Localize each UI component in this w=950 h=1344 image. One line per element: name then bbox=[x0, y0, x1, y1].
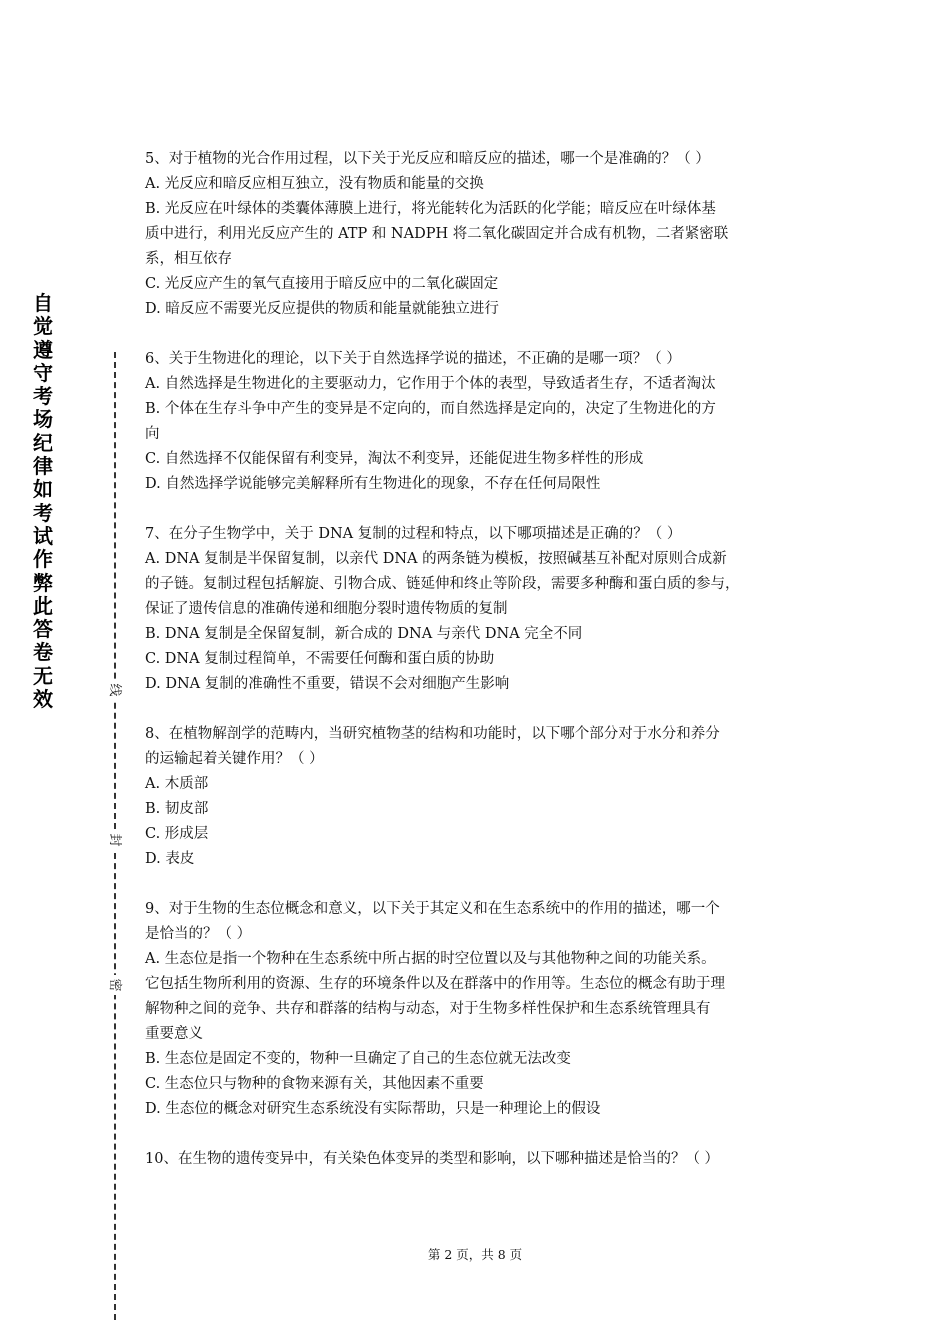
answer-option-text: A. DNA 复制是半保留复制，以亲代 DNA 的两条链为模板，按照碱基互补配对原则合成新 bbox=[145, 551, 727, 567]
question-list bbox=[145, 147, 815, 1197]
question-stem: 6、关于生物进化的理论，以下关于自然选择学说的描述，不正确的是哪一项？（ ） bbox=[145, 351, 681, 367]
question-stem: 8、在植物解剖学的范畴内，当研究植物茎的结构和功能时，以下哪个部分对于水分和养分 bbox=[145, 726, 720, 742]
answer-option-text: A. 木质部 bbox=[145, 776, 209, 792]
answer-option bbox=[145, 672, 815, 697]
answer-option-text: A. 生态位是指一个物种在生态系统中所占据的时空位置以及与其他物种之间的功能关系。 bbox=[145, 951, 716, 967]
answer-option-text: D. 自然选择学说能够完美解释所有生物进化的现象，不存在任何局限性 bbox=[145, 476, 601, 492]
question-block bbox=[145, 1147, 815, 1172]
answer-option-text: 解物种之间的竞争、共存和群落的结构与动态，对于生物多样性保护和生态系统管理具有 bbox=[145, 1001, 711, 1017]
answer-option-text: C. 光反应产生的氧气直接用于暗反应中的二氧化碳固定 bbox=[145, 276, 499, 292]
question-stem: 是恰当的？（ ） bbox=[145, 926, 252, 942]
answer-option bbox=[145, 272, 815, 297]
answer-option-text: C. 自然选择不仅能保留有利变异，淘汰不利变异，还能促进生物多样性的形成 bbox=[145, 451, 644, 467]
answer-option bbox=[145, 547, 815, 622]
binding-mark-line: 线 bbox=[104, 680, 124, 700]
answer-option-text: B. 韧皮部 bbox=[145, 801, 209, 817]
page-number: 第 2 页，共 8 页 bbox=[427, 1247, 523, 1262]
answer-option bbox=[145, 447, 815, 472]
exam-discipline-notice: 自觉遵守考场纪律如考试作弊此答卷无效 bbox=[33, 291, 53, 712]
question-block bbox=[145, 147, 815, 322]
answer-option-text: B. 生态位是固定不变的，物种一旦确定了自己的生态位就无法改变 bbox=[145, 1051, 571, 1067]
question-block bbox=[145, 522, 815, 697]
answer-option bbox=[145, 1097, 815, 1122]
answer-option bbox=[145, 622, 815, 647]
answer-option-text: C. 生态位只与物种的食物来源有关，其他因素不重要 bbox=[145, 1076, 484, 1092]
answer-option-text: B. 光反应在叶绿体的类囊体薄膜上进行，将光能转化为活跃的化学能；暗反应在叶绿体基 bbox=[145, 201, 716, 217]
answer-option bbox=[145, 847, 815, 872]
question-block bbox=[145, 347, 815, 497]
answer-option bbox=[145, 397, 815, 447]
question-stem: 9、对于生物的生态位概念和意义，以下关于其定义和在生态系统中的作用的描述，哪一个 bbox=[145, 901, 720, 917]
answer-option-text: D. 暗反应不需要光反应提供的物质和能量就能独立进行 bbox=[145, 301, 499, 317]
question-block bbox=[145, 897, 815, 1122]
answer-option-text: A. 自然选择是生物进化的主要驱动力，它作用于个体的表型，导致适者生存，不适者淘汰 bbox=[145, 376, 716, 392]
answer-option-text: 质中进行，利用光反应产生的 ATP 和 NADPH 将二氧化碳固定并合成有机物，二者紧密联 bbox=[145, 226, 729, 242]
answer-option-text: B. 个体在生存斗争中产生的变异是不定向的，而自然选择是定向的，决定了生物进化的方 bbox=[145, 401, 716, 417]
answer-option-text: D. DNA 复制的准确性不重要，错误不会对细胞产生影响 bbox=[145, 676, 510, 692]
answer-option-text: B. DNA 复制是全保留复制，新合成的 DNA 与亲代 DNA 完全不同 bbox=[145, 626, 583, 642]
answer-option bbox=[145, 172, 815, 197]
answer-option bbox=[145, 822, 815, 847]
answer-option-text: 保证了遗传信息的准确传递和细胞分裂时遗传物质的复制 bbox=[145, 601, 508, 617]
answer-option bbox=[145, 1047, 815, 1072]
answer-option-text: 向 bbox=[145, 426, 160, 442]
answer-option bbox=[145, 372, 815, 397]
answer-option-text: C. DNA 复制过程简单，不需要任何酶和蛋白质的协助 bbox=[145, 651, 495, 667]
question-block bbox=[145, 722, 815, 872]
answer-option bbox=[145, 772, 815, 797]
answer-option-text: 的子链。复制过程包括解旋、引物合成、链延伸和终止等阶段，需要多种酶和蛋白质的参与， bbox=[145, 576, 740, 592]
answer-option-text: D. 生态位的概念对研究生态系统没有实际帮助，只是一种理论上的假设 bbox=[145, 1101, 601, 1117]
answer-option-text: 它包括生物所利用的资源、生存的环境条件以及在群落中的作用等。生态位的概念有助于理 bbox=[145, 976, 725, 992]
answer-option bbox=[145, 647, 815, 672]
answer-option bbox=[145, 472, 815, 497]
question-stem: 7、在分子生物学中，关于 DNA 复制的过程和特点，以下哪项描述是正确的？（ ） bbox=[145, 526, 682, 542]
answer-option bbox=[145, 297, 815, 322]
question-stem: 的运输起着关键作用？（ ） bbox=[145, 751, 324, 767]
answer-option-text: 重要意义 bbox=[145, 1026, 203, 1042]
answer-option-text: A. 光反应和暗反应相互独立，没有物质和能量的交换 bbox=[145, 176, 484, 192]
answer-option bbox=[145, 797, 815, 822]
answer-option-text: 系，相互依存 bbox=[145, 251, 232, 267]
answer-option-text: C. 形成层 bbox=[145, 826, 209, 842]
answer-option-text: D. 表皮 bbox=[145, 851, 195, 867]
answer-option bbox=[145, 197, 815, 272]
binding-mark-secret: 密 bbox=[104, 975, 124, 995]
answer-option bbox=[145, 947, 815, 1047]
answer-option bbox=[145, 1072, 815, 1097]
question-stem: 10、在生物的遗传变异中，有关染色体变异的类型和影响，以下哪种描述是恰当的？（ ） bbox=[145, 1151, 720, 1167]
question-stem: 5、对于植物的光合作用过程，以下关于光反应和暗反应的描述，哪一个是准确的？（ ） bbox=[145, 151, 710, 167]
binding-mark-seal: 封 bbox=[104, 830, 124, 850]
